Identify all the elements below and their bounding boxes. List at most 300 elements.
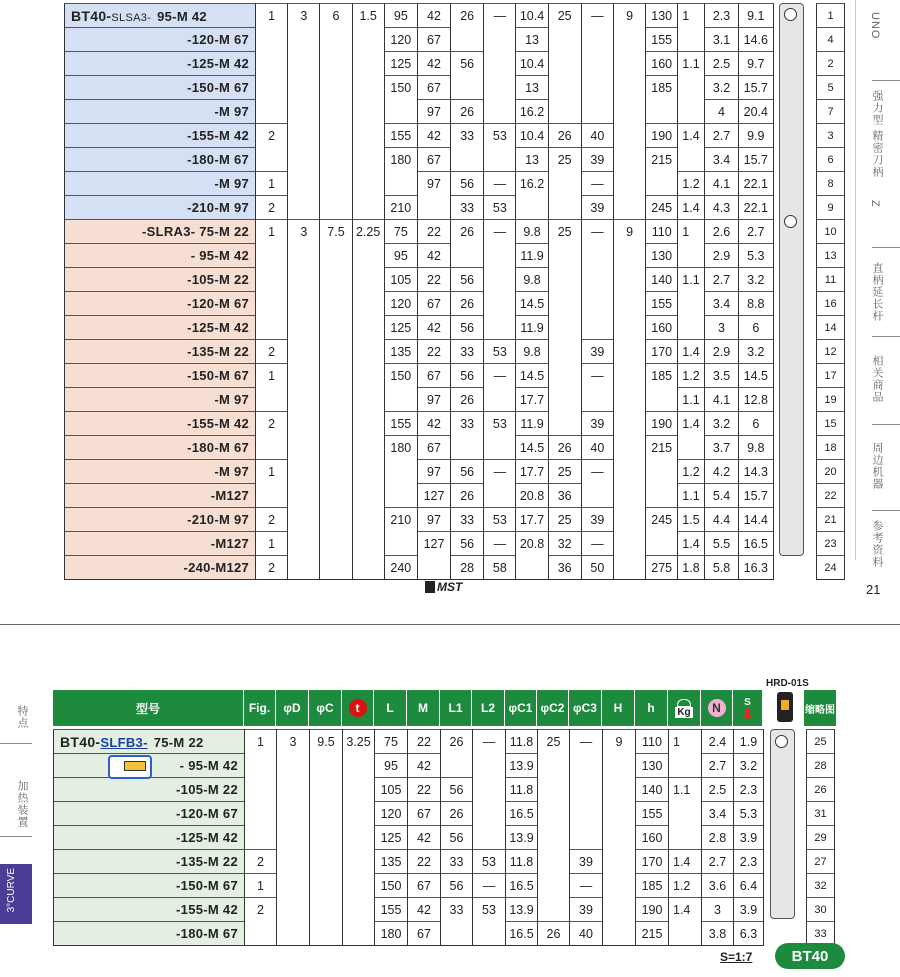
cell-L1: 56 <box>451 316 484 340</box>
model-cell: -105-M 22 <box>65 268 256 292</box>
cell-L2: 58 <box>484 556 516 580</box>
table-row <box>65 316 774 340</box>
cell-L: 135 <box>384 340 417 364</box>
cell-L1: 33 <box>451 340 484 364</box>
cell-L1: 56 <box>451 460 484 484</box>
cell-d <box>288 196 320 220</box>
thumbnail-ref[interactable]: 25 <box>807 730 835 754</box>
cell-C2: 36 <box>548 556 581 580</box>
cell-L: 210 <box>384 196 417 220</box>
cell-c <box>320 316 352 340</box>
cell-C1: 16.5 <box>506 874 538 898</box>
top-reference-column <box>816 3 845 580</box>
table-row <box>65 292 774 316</box>
cell-L2: 53 <box>484 124 516 148</box>
sidebar-item-uno[interactable]: UNO <box>869 12 881 40</box>
header-C3: φC3 <box>569 690 602 726</box>
sidebar-item-curve-active[interactable]: 3°CURVE <box>0 864 32 924</box>
header-M: M <box>407 690 440 726</box>
cell-kg: 1.2 <box>678 364 705 388</box>
cell-C1: 16.2 <box>516 172 548 196</box>
cell-C3: — <box>581 460 613 484</box>
thumbnail-ref[interactable]: 24 <box>817 556 845 580</box>
cell-M: 97 <box>417 460 450 484</box>
cell-kg: 1.8 <box>678 556 705 580</box>
availability-marker <box>784 8 797 21</box>
table-row <box>65 412 774 436</box>
cell-h: 245 <box>646 508 678 532</box>
thumbnail-ref[interactable]: 17 <box>817 364 845 388</box>
cell-C1: 10.4 <box>516 52 548 76</box>
header-N <box>701 690 733 726</box>
thumbnail-ref[interactable]: 7 <box>817 100 845 124</box>
cell-h: 190 <box>646 124 678 148</box>
cell-C3: — <box>581 364 613 388</box>
cell-H <box>613 388 645 412</box>
cell-N: 2.7 <box>705 124 738 148</box>
cell-L: 150 <box>384 76 417 100</box>
cell-t <box>352 148 384 172</box>
cell-C3: — <box>581 532 613 556</box>
cell-C3: 40 <box>570 922 603 946</box>
cell-S: 9.9 <box>738 124 773 148</box>
thumbnail-ref[interactable]: 14 <box>817 316 845 340</box>
cell-L2: — <box>484 220 516 244</box>
thumbnail-ref[interactable]: 11 <box>817 268 845 292</box>
cell-C3: 39 <box>581 508 613 532</box>
cell-S: 2.3 <box>734 778 764 802</box>
cell-S: 6.3 <box>734 922 764 946</box>
cell-h <box>646 388 678 412</box>
thumbnail-ref[interactable]: 9 <box>817 196 845 220</box>
cell-H <box>613 532 645 556</box>
cell-kg: 1.4 <box>678 124 705 148</box>
cell-C1: 9.8 <box>516 340 548 364</box>
cell-t <box>352 292 384 316</box>
cell-M: 22 <box>408 778 441 802</box>
cell-fig: 1 <box>256 172 288 196</box>
cell-L2 <box>484 316 516 340</box>
cell-L2: — <box>484 364 516 388</box>
cell-N: 5.8 <box>705 556 738 580</box>
cell-C2 <box>548 292 581 316</box>
cell-L: 120 <box>384 28 417 52</box>
model-cell: - 95-M 42 <box>65 244 256 268</box>
cell-N: 4 <box>705 100 738 124</box>
header-L1: L1 <box>440 690 472 726</box>
cell-d <box>277 778 310 802</box>
cell-kg <box>678 316 705 340</box>
thumbnail-ref[interactable]: 6 <box>817 148 845 172</box>
cell-d <box>288 412 320 436</box>
thumbnail-ref[interactable]: 31 <box>807 802 835 826</box>
thumbnail-ref[interactable]: 12 <box>817 340 845 364</box>
cell-C2: 25 <box>548 508 581 532</box>
cell-L2: 53 <box>484 196 516 220</box>
cell-L <box>384 100 417 124</box>
thumbnail-ref[interactable]: 22 <box>817 484 845 508</box>
cell-H <box>603 874 636 898</box>
thumbnail-ref[interactable]: 8 <box>817 172 845 196</box>
cell-C2 <box>548 340 581 364</box>
cell-N: 2.4 <box>702 730 734 754</box>
bt40-badge: BT40 <box>775 943 845 969</box>
cell-fig: 1 <box>256 220 288 244</box>
cell-t <box>352 76 384 100</box>
cell-t <box>343 826 375 850</box>
thumbnail-ref[interactable]: 27 <box>807 850 835 874</box>
cell-d <box>288 436 320 460</box>
cell-fig <box>256 244 288 268</box>
cell-L1 <box>451 28 484 52</box>
cell-C3 <box>581 292 613 316</box>
model-cell: -125-M 42 <box>65 316 256 340</box>
cell-C3: — <box>581 220 613 244</box>
cell-fig: 2 <box>256 124 288 148</box>
cell-fig <box>256 100 288 124</box>
cell-C2 <box>538 826 570 850</box>
cell-C3 <box>581 484 613 508</box>
cell-L2: — <box>484 4 516 28</box>
cell-N: 4.2 <box>705 460 738 484</box>
page-divider <box>0 624 900 625</box>
cell-h: 140 <box>636 778 669 802</box>
header-C1: φC1 <box>505 690 537 726</box>
table-row <box>65 340 774 364</box>
cell-t <box>352 556 384 580</box>
cell-d <box>277 826 310 850</box>
thumbnail-ref[interactable]: 23 <box>817 532 845 556</box>
sidebar-item-z[interactable]: Z <box>869 200 881 208</box>
model-cell: -150-M 67 <box>54 874 245 898</box>
header-L2: L2 <box>472 690 505 726</box>
cell-d <box>288 268 320 292</box>
cell-S: 3.2 <box>738 268 773 292</box>
cell-c <box>320 196 352 220</box>
thumbnail-ref[interactable]: 4 <box>817 28 845 52</box>
thumbnail-ref[interactable]: 28 <box>807 754 835 778</box>
cell-h: 130 <box>636 754 669 778</box>
cell-L: 125 <box>384 316 417 340</box>
cell-N: 3.8 <box>702 922 734 946</box>
cell-t <box>352 532 384 556</box>
cell-L2 <box>484 244 516 268</box>
cell-S: 3.9 <box>734 826 764 850</box>
cell-C3 <box>581 244 613 268</box>
model-cell: -M 97 <box>65 460 256 484</box>
cell-fig <box>256 28 288 52</box>
sidebar-item-features[interactable]: 特点 <box>16 705 28 729</box>
header-fig: Fig. <box>244 690 276 726</box>
thumbnail-ref[interactable]: 16 <box>817 292 845 316</box>
cell-fig: 1 <box>256 460 288 484</box>
cell-C1: 17.7 <box>516 508 548 532</box>
cell-C1: 13 <box>516 76 548 100</box>
cell-H: 9 <box>603 730 636 754</box>
cell-h: 170 <box>636 850 669 874</box>
cell-S: 14.3 <box>738 460 773 484</box>
cell-N: 3.6 <box>702 874 734 898</box>
cell-C2: 25 <box>548 460 581 484</box>
cell-c <box>320 508 352 532</box>
cell-H <box>603 802 636 826</box>
cell-C3: 40 <box>581 436 613 460</box>
cell-S: 12.8 <box>738 388 773 412</box>
cell-L: 150 <box>384 364 417 388</box>
cell-fig: 2 <box>256 196 288 220</box>
cell-C2 <box>538 778 570 802</box>
top-spec-table <box>64 3 774 580</box>
cell-L: 95 <box>384 4 417 28</box>
down-arrow-icon: ⬇ <box>741 705 754 722</box>
cell-L1: 26 <box>451 220 484 244</box>
cell-C2 <box>548 316 581 340</box>
header-H: H <box>602 690 635 726</box>
sidebar-item-reference[interactable]: 参考资料 <box>871 520 883 568</box>
cell-C3: 39 <box>570 898 603 922</box>
cell-M <box>417 196 450 220</box>
thumbnail-ref[interactable]: 32 <box>807 874 835 898</box>
thumbnail-ref[interactable]: 26 <box>807 778 835 802</box>
cell-d <box>288 556 320 580</box>
cell-h: 140 <box>646 268 678 292</box>
cell-M: 22 <box>408 850 441 874</box>
cell-S: 2.3 <box>734 850 764 874</box>
cell-L: 210 <box>384 508 417 532</box>
model-prefix: BT40- <box>60 733 101 750</box>
cell-C3 <box>570 754 603 778</box>
hrd-availability-band <box>770 729 795 919</box>
cell-c <box>320 388 352 412</box>
table-row <box>54 730 764 754</box>
cell-H <box>603 754 636 778</box>
cell-c <box>310 922 343 946</box>
cell-S: 14.4 <box>738 508 773 532</box>
sidebar-item-peripherals[interactable]: 周边机器 <box>871 442 883 490</box>
cell-L2: — <box>473 730 506 754</box>
cell-M: 97 <box>417 172 450 196</box>
cell-d: 3 <box>288 4 320 28</box>
table-row <box>65 268 774 292</box>
cell-L: 105 <box>375 778 408 802</box>
thumbnail-ref[interactable]: 19 <box>817 388 845 412</box>
model-cell: -240-M127 <box>65 556 256 580</box>
model-series: SLFB3- <box>100 734 148 750</box>
cell-L: 180 <box>375 922 408 946</box>
cell-M: 67 <box>417 28 450 52</box>
cell-d <box>288 76 320 100</box>
cell-d <box>288 508 320 532</box>
cell-t <box>343 874 375 898</box>
table-row <box>65 220 774 244</box>
availability-marker <box>784 215 797 228</box>
cell-h: 190 <box>636 898 669 922</box>
cell-L: 155 <box>384 412 417 436</box>
cell-H <box>613 76 645 100</box>
cell-kg <box>678 436 705 460</box>
cell-fig <box>256 292 288 316</box>
cell-kg <box>678 100 705 124</box>
cell-C1: 16.2 <box>516 100 548 124</box>
cell-C3: — <box>581 4 613 28</box>
cell-fig <box>256 52 288 76</box>
cell-fig: 1 <box>256 4 288 28</box>
cell-M: 67 <box>408 802 441 826</box>
cell-H <box>613 556 645 580</box>
cell-t <box>352 316 384 340</box>
cell-L1 <box>441 922 473 946</box>
table-row <box>54 922 764 946</box>
cell-d <box>277 802 310 826</box>
header-C2: φC2 <box>537 690 569 726</box>
cell-c <box>310 850 343 874</box>
table-row <box>65 388 774 412</box>
cell-C2 <box>548 388 581 412</box>
cell-L2 <box>484 268 516 292</box>
cell-L2 <box>484 52 516 76</box>
cell-C2 <box>548 100 581 124</box>
cell-kg: 1 <box>678 4 705 28</box>
cell-L2 <box>473 826 506 850</box>
cell-L1: 33 <box>451 508 484 532</box>
cell-kg <box>678 28 705 52</box>
thumbnail-ref[interactable]: 5 <box>817 76 845 100</box>
thumbnail-ref[interactable]: 10 <box>817 220 845 244</box>
thumbnail-ref[interactable]: 15 <box>817 412 845 436</box>
cell-H <box>613 292 645 316</box>
cell-d <box>288 364 320 388</box>
cell-h: 170 <box>646 340 678 364</box>
cell-C1: 16.5 <box>506 922 538 946</box>
sidebar-item-heating[interactable]: 加热装置 <box>16 780 28 828</box>
thumbnail-ref[interactable]: 1 <box>817 4 845 28</box>
cell-N: 2.9 <box>705 244 738 268</box>
thumbnail-ref[interactable]: 3 <box>817 124 845 148</box>
cell-N: 2.7 <box>702 850 734 874</box>
cell-d <box>288 100 320 124</box>
cell-S: 15.7 <box>738 76 773 100</box>
thumbnail-ref[interactable]: 30 <box>807 898 835 922</box>
cell-L2 <box>484 436 516 460</box>
table-row <box>65 484 774 508</box>
cell-t <box>352 460 384 484</box>
cell-H <box>613 268 645 292</box>
header-d: φD <box>276 690 309 726</box>
hrd-device-icon <box>777 692 793 722</box>
cell-L1 <box>441 754 473 778</box>
cell-c <box>320 484 352 508</box>
cell-fig: 2 <box>245 850 277 874</box>
cell-kg: 1 <box>678 220 705 244</box>
cell-H <box>613 316 645 340</box>
thumbnail-ref[interactable]: 13 <box>817 244 845 268</box>
cell-N: 3.2 <box>705 412 738 436</box>
cell-L1: 56 <box>441 778 473 802</box>
header-L: L <box>374 690 407 726</box>
thumbnail-ref[interactable]: 29 <box>807 826 835 850</box>
cell-C1: 9.8 <box>516 268 548 292</box>
cell-c <box>320 28 352 52</box>
cell-N: 2.5 <box>702 778 734 802</box>
cell-h <box>646 484 678 508</box>
sidebar-item-power-chuck[interactable]: 强力型 精密刀柄 <box>871 90 883 179</box>
cell-N: 2.7 <box>705 268 738 292</box>
model-cell: -125-M 42 <box>54 826 245 850</box>
cell-M: 97 <box>417 388 450 412</box>
cell-kg: 1.4 <box>669 898 702 922</box>
cell-M: 22 <box>417 340 450 364</box>
cell-H <box>613 100 645 124</box>
thumbnail-ref[interactable]: 33 <box>807 922 835 946</box>
cell-c: 6 <box>320 4 352 28</box>
cell-t <box>352 28 384 52</box>
cell-c <box>320 460 352 484</box>
cell-L: 150 <box>375 874 408 898</box>
cell-kg: 1.4 <box>678 196 705 220</box>
cell-L2 <box>484 388 516 412</box>
cell-C1: 11.9 <box>516 316 548 340</box>
cell-L2: — <box>484 532 516 556</box>
hrd-availability-band <box>779 3 804 556</box>
cell-C3: 50 <box>581 556 613 580</box>
model-series: SLSA3- <box>111 11 152 24</box>
thumbnail-ref[interactable]: 18 <box>817 436 845 460</box>
sidebar-item-extension[interactable]: 直柄延长杆 <box>871 262 883 322</box>
cell-M: 67 <box>417 292 450 316</box>
cell-L2 <box>484 28 516 52</box>
cell-H <box>613 124 645 148</box>
cell-d <box>288 28 320 52</box>
cell-M: 42 <box>408 754 441 778</box>
cell-C1: 20.8 <box>516 532 548 556</box>
cell-c <box>310 826 343 850</box>
table-row <box>65 124 774 148</box>
cell-h: 160 <box>636 826 669 850</box>
cell-C2 <box>548 196 581 220</box>
sidebar-item-related[interactable]: 相关商品 <box>871 355 883 403</box>
cell-M <box>417 556 450 580</box>
cell-kg: 1.2 <box>669 874 702 898</box>
cell-L1: 26 <box>441 730 473 754</box>
cell-C2: 26 <box>538 922 570 946</box>
cell-C3: — <box>570 874 603 898</box>
cell-h: 130 <box>646 244 678 268</box>
table-row <box>65 532 774 556</box>
cell-fig <box>245 778 277 802</box>
cell-L1: 56 <box>451 364 484 388</box>
cell-M: 67 <box>408 922 441 946</box>
header-kg: Kg <box>668 690 701 726</box>
thumbnail-ref[interactable]: 21 <box>817 508 845 532</box>
cell-L: 120 <box>375 802 408 826</box>
cell-t <box>343 898 375 922</box>
table-row <box>65 148 774 172</box>
cell-d <box>288 292 320 316</box>
cell-C1 <box>516 556 548 580</box>
cell-M: 67 <box>417 148 450 172</box>
cell-N: 3 <box>702 898 734 922</box>
thumbnail-ref[interactable]: 2 <box>817 52 845 76</box>
scale-label: S=1:7 <box>720 950 753 964</box>
cell-L1: 26 <box>451 388 484 412</box>
cell-N: 2.8 <box>702 826 734 850</box>
cell-t <box>352 196 384 220</box>
thumbnail-ref[interactable]: 20 <box>817 460 845 484</box>
table-row <box>65 76 774 100</box>
cell-kg <box>678 292 705 316</box>
cell-d <box>288 316 320 340</box>
cell-t <box>343 802 375 826</box>
